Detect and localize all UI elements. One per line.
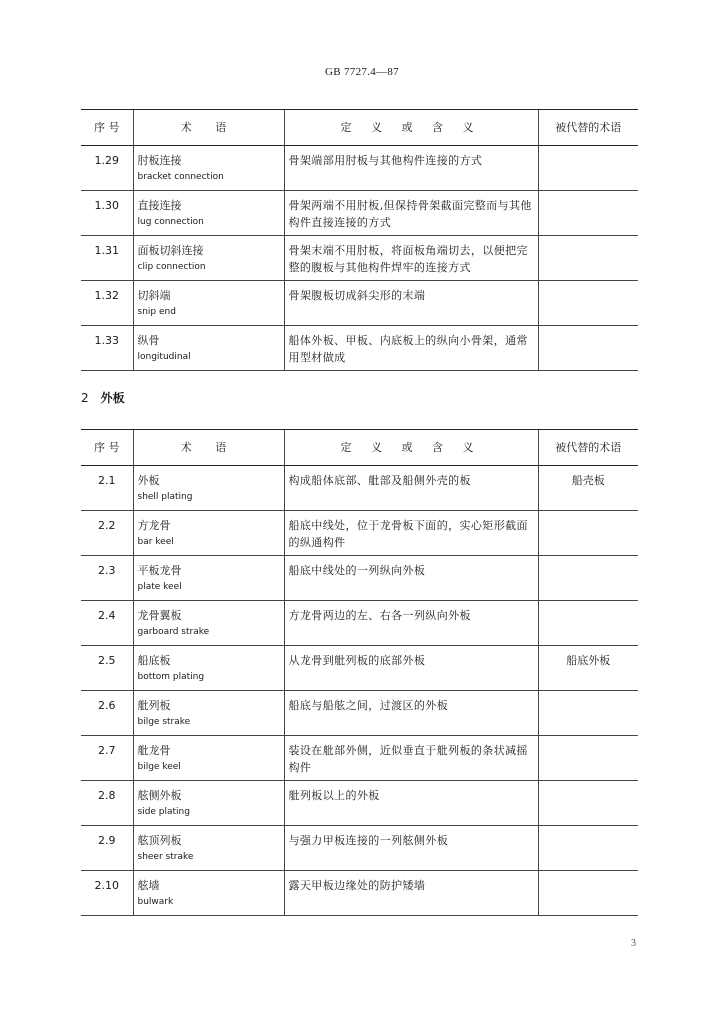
term-number: 2.4 — [81, 601, 133, 646]
term-english: garboard strake — [137, 627, 210, 637]
replaced-term — [538, 191, 638, 236]
term-english: bar keel — [137, 537, 174, 547]
term-english: bilge keel — [137, 762, 181, 772]
term-definition: 骨架端部用肘板与其他构件连接的方式 — [284, 146, 538, 191]
term-number: 1.30 — [81, 191, 133, 236]
term-chinese: 肘板连接 — [137, 154, 182, 167]
term-number: 2.10 — [81, 871, 133, 916]
term-cell — [133, 511, 284, 556]
term-number: 2.7 — [81, 736, 133, 781]
term-definition: 与强力甲板连接的一列舷侧外板 — [284, 826, 538, 871]
term-cell — [133, 691, 284, 736]
term-definition: 露天甲板边缘处的防护矮墙 — [284, 871, 538, 916]
term-chinese: 舭龙骨 — [137, 744, 171, 757]
term-definition: 从龙骨到舭列板的底部外板 — [284, 646, 538, 691]
replaced-term — [538, 601, 638, 646]
term-english: bilge strake — [137, 717, 191, 727]
section-title: 外板 — [100, 391, 125, 405]
col-header-rep: 被代替的术语 — [538, 110, 638, 146]
term-cell — [133, 236, 284, 281]
col-header-term: 术 语 — [133, 430, 284, 466]
term-definition: 装设在舭部外侧，近似垂直于舭列板的条状减摇构件 — [284, 736, 538, 781]
replaced-term — [538, 736, 638, 781]
replaced-term: 船底外板 — [538, 646, 638, 691]
term-number: 1.29 — [81, 146, 133, 191]
standard-header: GB 7727.4—87 — [325, 66, 399, 78]
replaced-term: 船壳板 — [538, 466, 638, 511]
table-row — [81, 466, 638, 511]
replaced-term — [538, 146, 638, 191]
replaced-term — [538, 326, 638, 371]
term-english: sheer strake — [137, 852, 194, 862]
term-chinese: 纵骨 — [137, 334, 160, 347]
term-english: shell plating — [137, 492, 193, 502]
table-row — [81, 556, 638, 601]
table-header-row — [81, 430, 638, 466]
table-row — [81, 281, 638, 326]
replaced-term — [538, 281, 638, 326]
term-chinese: 舷侧外板 — [137, 789, 182, 802]
term-chinese: 直接连接 — [137, 199, 182, 212]
col-header-rep: 被代替的术语 — [538, 430, 638, 466]
table-row — [81, 326, 638, 371]
replaced-term — [538, 691, 638, 736]
term-cell — [133, 326, 284, 371]
table-row — [81, 146, 638, 191]
term-english: lug connection — [137, 217, 204, 227]
term-chinese: 船底板 — [137, 654, 171, 667]
term-chinese: 面板切斜连接 — [137, 244, 204, 257]
col-header-num: 序 号 — [81, 430, 133, 466]
term-english: bottom plating — [137, 672, 205, 682]
table-row — [81, 191, 638, 236]
replaced-term — [538, 236, 638, 281]
term-number: 2.3 — [81, 556, 133, 601]
term-chinese: 切斜端 — [137, 289, 171, 302]
term-definition: 构成船体底部、舭部及船侧外壳的板 — [284, 466, 538, 511]
table-header-row — [81, 110, 638, 146]
term-definition: 船底中线处，位于龙骨板下面的，实心矩形截面的纵通构件 — [284, 511, 538, 556]
table-row — [81, 781, 638, 826]
term-definition: 船底中线处的一列纵向外板 — [284, 556, 538, 601]
term-cell — [133, 556, 284, 601]
term-number: 2.1 — [81, 466, 133, 511]
term-cell — [133, 871, 284, 916]
col-header-def: 定 义 或 含 义 — [284, 110, 538, 146]
term-definition: 骨架末端不用肘板，将面板角端切去，以便把完整的腹板与其他构件焊牢的连接方式 — [284, 236, 538, 281]
term-cell — [133, 826, 284, 871]
term-english: bracket connection — [137, 172, 224, 182]
term-chinese: 方龙骨 — [137, 519, 171, 532]
page-number: 3 — [631, 938, 636, 949]
term-english: clip connection — [137, 262, 206, 272]
term-number: 2.5 — [81, 646, 133, 691]
term-chinese: 外板 — [137, 474, 160, 487]
term-definition: 骨架腹板切成斜尖形的末端 — [284, 281, 538, 326]
term-cell — [133, 191, 284, 236]
term-chinese: 舭列板 — [137, 699, 171, 712]
term-chinese: 舷墙 — [137, 879, 160, 892]
term-chinese: 舷顶列板 — [137, 834, 182, 847]
col-header-def: 定 义 或 含 义 — [284, 430, 538, 466]
term-definition: 方龙骨两边的左、右各一列纵向外板 — [284, 601, 538, 646]
term-cell — [133, 781, 284, 826]
replaced-term — [538, 556, 638, 601]
term-cell — [133, 281, 284, 326]
term-cell — [133, 466, 284, 511]
term-number: 2.6 — [81, 691, 133, 736]
term-english: plate keel — [137, 582, 182, 592]
table-row — [81, 236, 638, 281]
section-number: 2 — [81, 391, 89, 405]
term-definition: 舭列板以上的外板 — [284, 781, 538, 826]
section-heading — [81, 389, 125, 406]
table-row — [81, 601, 638, 646]
col-header-num: 序 号 — [81, 110, 133, 146]
table-row — [81, 691, 638, 736]
term-english: longitudinal — [137, 352, 191, 362]
term-number: 1.33 — [81, 326, 133, 371]
table-row — [81, 871, 638, 916]
table-row — [81, 646, 638, 691]
table-row — [81, 736, 638, 781]
term-chinese: 龙骨翼板 — [137, 609, 182, 622]
table-row — [81, 511, 638, 556]
term-definition: 船体外板、甲板、内底板上的纵向小骨架，通常用型材做成 — [284, 326, 538, 371]
terms-table-1 — [81, 109, 638, 371]
replaced-term — [538, 511, 638, 556]
term-number: 2.8 — [81, 781, 133, 826]
term-cell — [133, 646, 284, 691]
replaced-term — [538, 781, 638, 826]
term-number: 2.2 — [81, 511, 133, 556]
term-english: bulwark — [137, 897, 174, 907]
term-english: snip end — [137, 307, 176, 317]
replaced-term — [538, 871, 638, 916]
terms-table-2 — [81, 429, 638, 916]
term-cell — [133, 736, 284, 781]
term-cell — [133, 146, 284, 191]
table-row — [81, 826, 638, 871]
term-english: side plating — [137, 807, 190, 817]
term-number: 1.32 — [81, 281, 133, 326]
term-cell — [133, 601, 284, 646]
term-definition: 船底与船舷之间，过渡区的外板 — [284, 691, 538, 736]
term-definition: 骨架两端不用肘板,但保持骨架截面完整而与其他构件直接连接的方式 — [284, 191, 538, 236]
term-chinese: 平板龙骨 — [137, 564, 182, 577]
replaced-term — [538, 826, 638, 871]
col-header-term: 术 语 — [133, 110, 284, 146]
term-number: 1.31 — [81, 236, 133, 281]
term-number: 2.9 — [81, 826, 133, 871]
